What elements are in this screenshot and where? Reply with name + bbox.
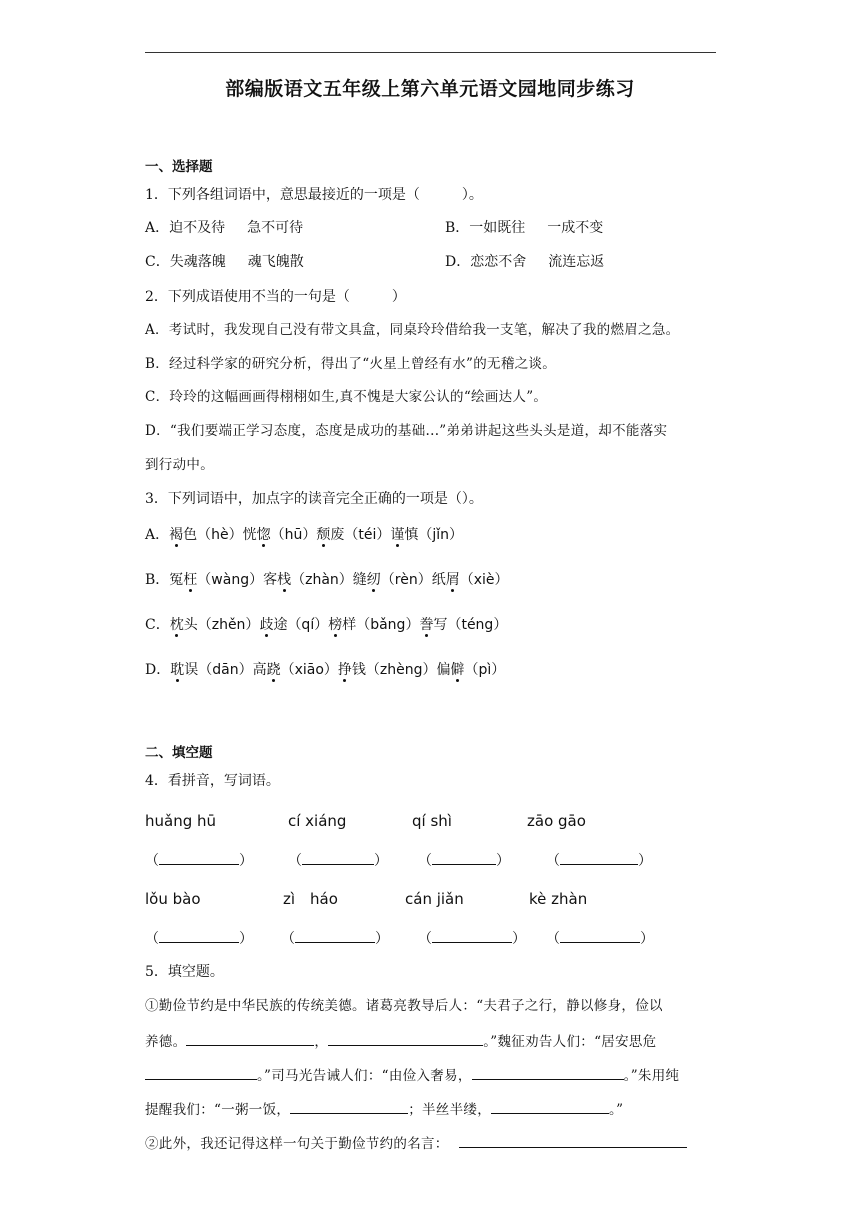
answer-blank-2[interactable]: （ ）	[288, 850, 388, 870]
answer-blank-8[interactable]: （ ）	[546, 928, 654, 948]
q5-line-4: 提醒我们：“一粥一饭， ；半丝半缕， 。”	[145, 1099, 623, 1119]
q2-option-a: A．考试时，我发现自己没有带文具盒，同桌玲玲借给我一支笔，解决了我的燃眉之急。	[145, 322, 680, 338]
q2-option-d-line1: D．“我们要端正学习态度，态度是成功的基础...”弟弟讲起这些头头是道，却不能落实	[145, 423, 668, 439]
q5-stem: 5．填空题。	[145, 964, 224, 980]
q3-option-c: C．枕头（zhěn）歧途（qí）榜样（bǎng）誊写（téng）	[145, 617, 508, 633]
q1-option-d: D．恋恋不舍 流连忘返	[445, 254, 605, 270]
page-title: 部编版语文五年级上第六单元语文园地同步练习	[225, 78, 635, 100]
pinyin-1: huǎng hū	[145, 812, 217, 830]
top-rule	[145, 52, 716, 53]
q2-option-b: B．经过科学家的研究分析，得出了“火星上曾经有水”的无稽之谈。	[145, 356, 557, 372]
q4-stem: 4．看拼音，写词语。	[145, 773, 280, 789]
q1-option-a: A．迫不及待 急不可待	[145, 220, 304, 236]
q2-option-d-line2: 到行动中。	[145, 457, 214, 473]
q5-line-1: ①勤俭节约是中华民族的传统美德。诸葛亮教导后人：“夫君子之行，静以修身，俭以	[145, 998, 663, 1014]
q5-blank-4[interactable]	[472, 1065, 624, 1080]
q1-stem: 1．下列各组词语中，意思最接近的一项是（ ）。	[145, 187, 483, 203]
q1-option-b: B．一如既往 一成不变	[445, 220, 604, 236]
q5-blank-3[interactable]	[145, 1065, 257, 1080]
pinyin-5: lǒu bào	[145, 890, 201, 908]
q3-stem: 3．下列词语中，加点字的读音完全正确的一项是（）。	[145, 491, 483, 507]
answer-blank-6[interactable]: （ ）	[281, 928, 389, 948]
answer-blank-5[interactable]: （ ）	[145, 928, 253, 948]
q5-blank-1[interactable]	[186, 1031, 314, 1046]
section-heading-choice: 一、选择题	[145, 159, 213, 175]
pinyin-6: zì háo	[283, 890, 338, 908]
answer-blank-3[interactable]: （ ）	[418, 850, 510, 870]
section-heading-fill: 二、填空题	[145, 745, 213, 761]
q3-option-b: B．冤枉（wàng）客栈（zhàn）缝纫（rèn）纸屑（xiè）	[145, 572, 509, 588]
q5-line-5: ②此外，我还记得这样一句关于勤俭节约的名言：	[145, 1133, 687, 1153]
q2-stem: 2．下列成语使用不当的一句是（ ）	[145, 289, 406, 305]
answer-blank-1[interactable]: （ ）	[145, 850, 253, 870]
q3-option-a: A．褐色（hè）恍惚（hū）颓废（téi）谨慎（jǐn）	[145, 527, 464, 543]
q5-blank-7[interactable]	[459, 1133, 687, 1148]
pinyin-4: zāo gāo	[527, 812, 586, 830]
q5-blank-5[interactable]	[290, 1099, 408, 1114]
q5-blank-6[interactable]	[491, 1099, 609, 1114]
pinyin-8: kè zhàn	[529, 890, 588, 908]
q5-line-3: 。”司马光告诫人们：“由俭入奢易， 。”朱用纯	[145, 1065, 679, 1085]
pinyin-2: cí xiáng	[288, 812, 347, 830]
answer-blank-4[interactable]: （ ）	[546, 850, 652, 870]
q5-line-2: 养德。 ， 。”魏征劝告人们：“居安思危	[145, 1031, 656, 1051]
pinyin-3: qí shì	[412, 812, 452, 830]
pinyin-7: cán jiǎn	[405, 890, 464, 908]
q3-option-d: D．耽误（dān）高跷（xiāo）挣钱（zhèng）偏僻（pì）	[145, 662, 506, 678]
answer-blank-7[interactable]: （ ）	[418, 928, 526, 948]
q1-option-c: C．失魂落魄 魂飞魄散	[145, 254, 304, 270]
q5-blank-2[interactable]	[328, 1031, 483, 1046]
q2-option-c: C．玲玲的这幅画画得栩栩如生,真不愧是大家公认的“绘画达人”。	[145, 389, 548, 405]
